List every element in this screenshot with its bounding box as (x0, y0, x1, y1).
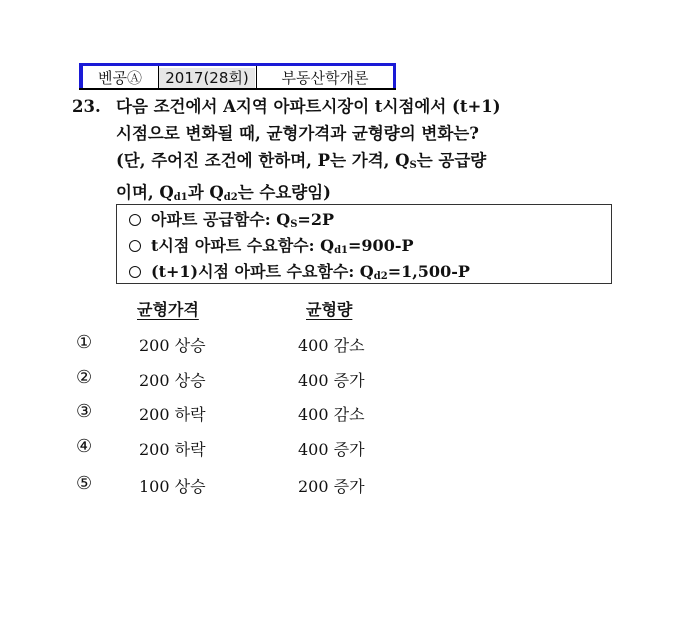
choice-number: ② (76, 367, 93, 388)
header-bottom-border (79, 88, 396, 90)
choice-quantity: 200 증가 (298, 477, 365, 496)
choice-price: 200 상승 (139, 371, 206, 390)
question-text: 과 Q (187, 183, 224, 202)
header-source: 벤공Ⓐ (98, 69, 142, 87)
column-header-price: 균형가격 (137, 300, 199, 319)
condition-text: (t+1)시점 아파트 수요함수: Q (151, 262, 374, 281)
condition-item (129, 233, 611, 259)
question-line (72, 93, 612, 120)
answer-choice[interactable] (0, 332, 686, 362)
column-header-quantity: 균형량 (306, 300, 353, 319)
choice-quantity: 400 감소 (298, 336, 365, 355)
question-line (72, 120, 612, 147)
header-subject: 부동산학개론 (281, 69, 369, 87)
choice-quantity: 400 증가 (298, 440, 365, 459)
question-text: 시점으로 변화될 때, 균형가격과 균형량의 변화는? (116, 124, 479, 143)
choice-price: 200 하락 (139, 440, 206, 459)
condition-text: =2P (297, 210, 334, 229)
answer-choice[interactable] (0, 401, 686, 431)
condition-text: 아파트 공급함수: Q (151, 210, 291, 229)
subscript: S (409, 160, 417, 171)
answer-choice[interactable] (0, 436, 686, 466)
header-top-border (79, 63, 396, 66)
subscript: S (290, 219, 298, 230)
condition-box (116, 204, 612, 284)
condition-item (129, 259, 611, 285)
question-text: 다음 조건에서 A지역 아파트시장이 t시점에서 (t+1) (116, 97, 501, 116)
choice-quantity: 400 감소 (298, 405, 365, 424)
header-year: 2017(28회) (159, 68, 255, 88)
choice-quantity: 400 증가 (298, 371, 365, 390)
choice-number: ③ (76, 401, 93, 422)
subscript: d1 (173, 192, 188, 203)
choice-number: ④ (76, 436, 93, 457)
condition-text: t시점 아파트 수요함수: Q (151, 236, 335, 255)
choice-number: ① (76, 332, 93, 353)
subscript: d1 (334, 245, 349, 256)
circle-bullet-icon (129, 240, 141, 252)
answer-choice[interactable] (0, 367, 686, 397)
condition-text: =900-P (348, 236, 414, 255)
question-text: 는 공급량 (416, 151, 487, 170)
condition-text: =1,500-P (387, 262, 470, 281)
exam-header (79, 63, 396, 90)
answer-choice[interactable] (0, 473, 686, 503)
condition-item (129, 207, 611, 233)
choice-price: 200 하락 (139, 405, 206, 424)
question-stem (72, 93, 612, 211)
question-line (72, 147, 612, 179)
question-text: 는 수요량임) (237, 183, 331, 202)
question-text: 이며, Q (116, 183, 174, 202)
choice-price: 100 상승 (139, 477, 206, 496)
circle-bullet-icon (129, 214, 141, 226)
question-text: (단, 주어진 조건에 한하며, P는 가격, Q (116, 151, 410, 170)
subscript: d2 (223, 192, 238, 203)
header-right-border (393, 63, 396, 90)
circle-bullet-icon (129, 266, 141, 278)
choice-number: ⑤ (76, 473, 93, 494)
choice-price: 200 상승 (139, 336, 206, 355)
subscript: d2 (373, 271, 388, 282)
question-number: 23. (72, 97, 101, 116)
